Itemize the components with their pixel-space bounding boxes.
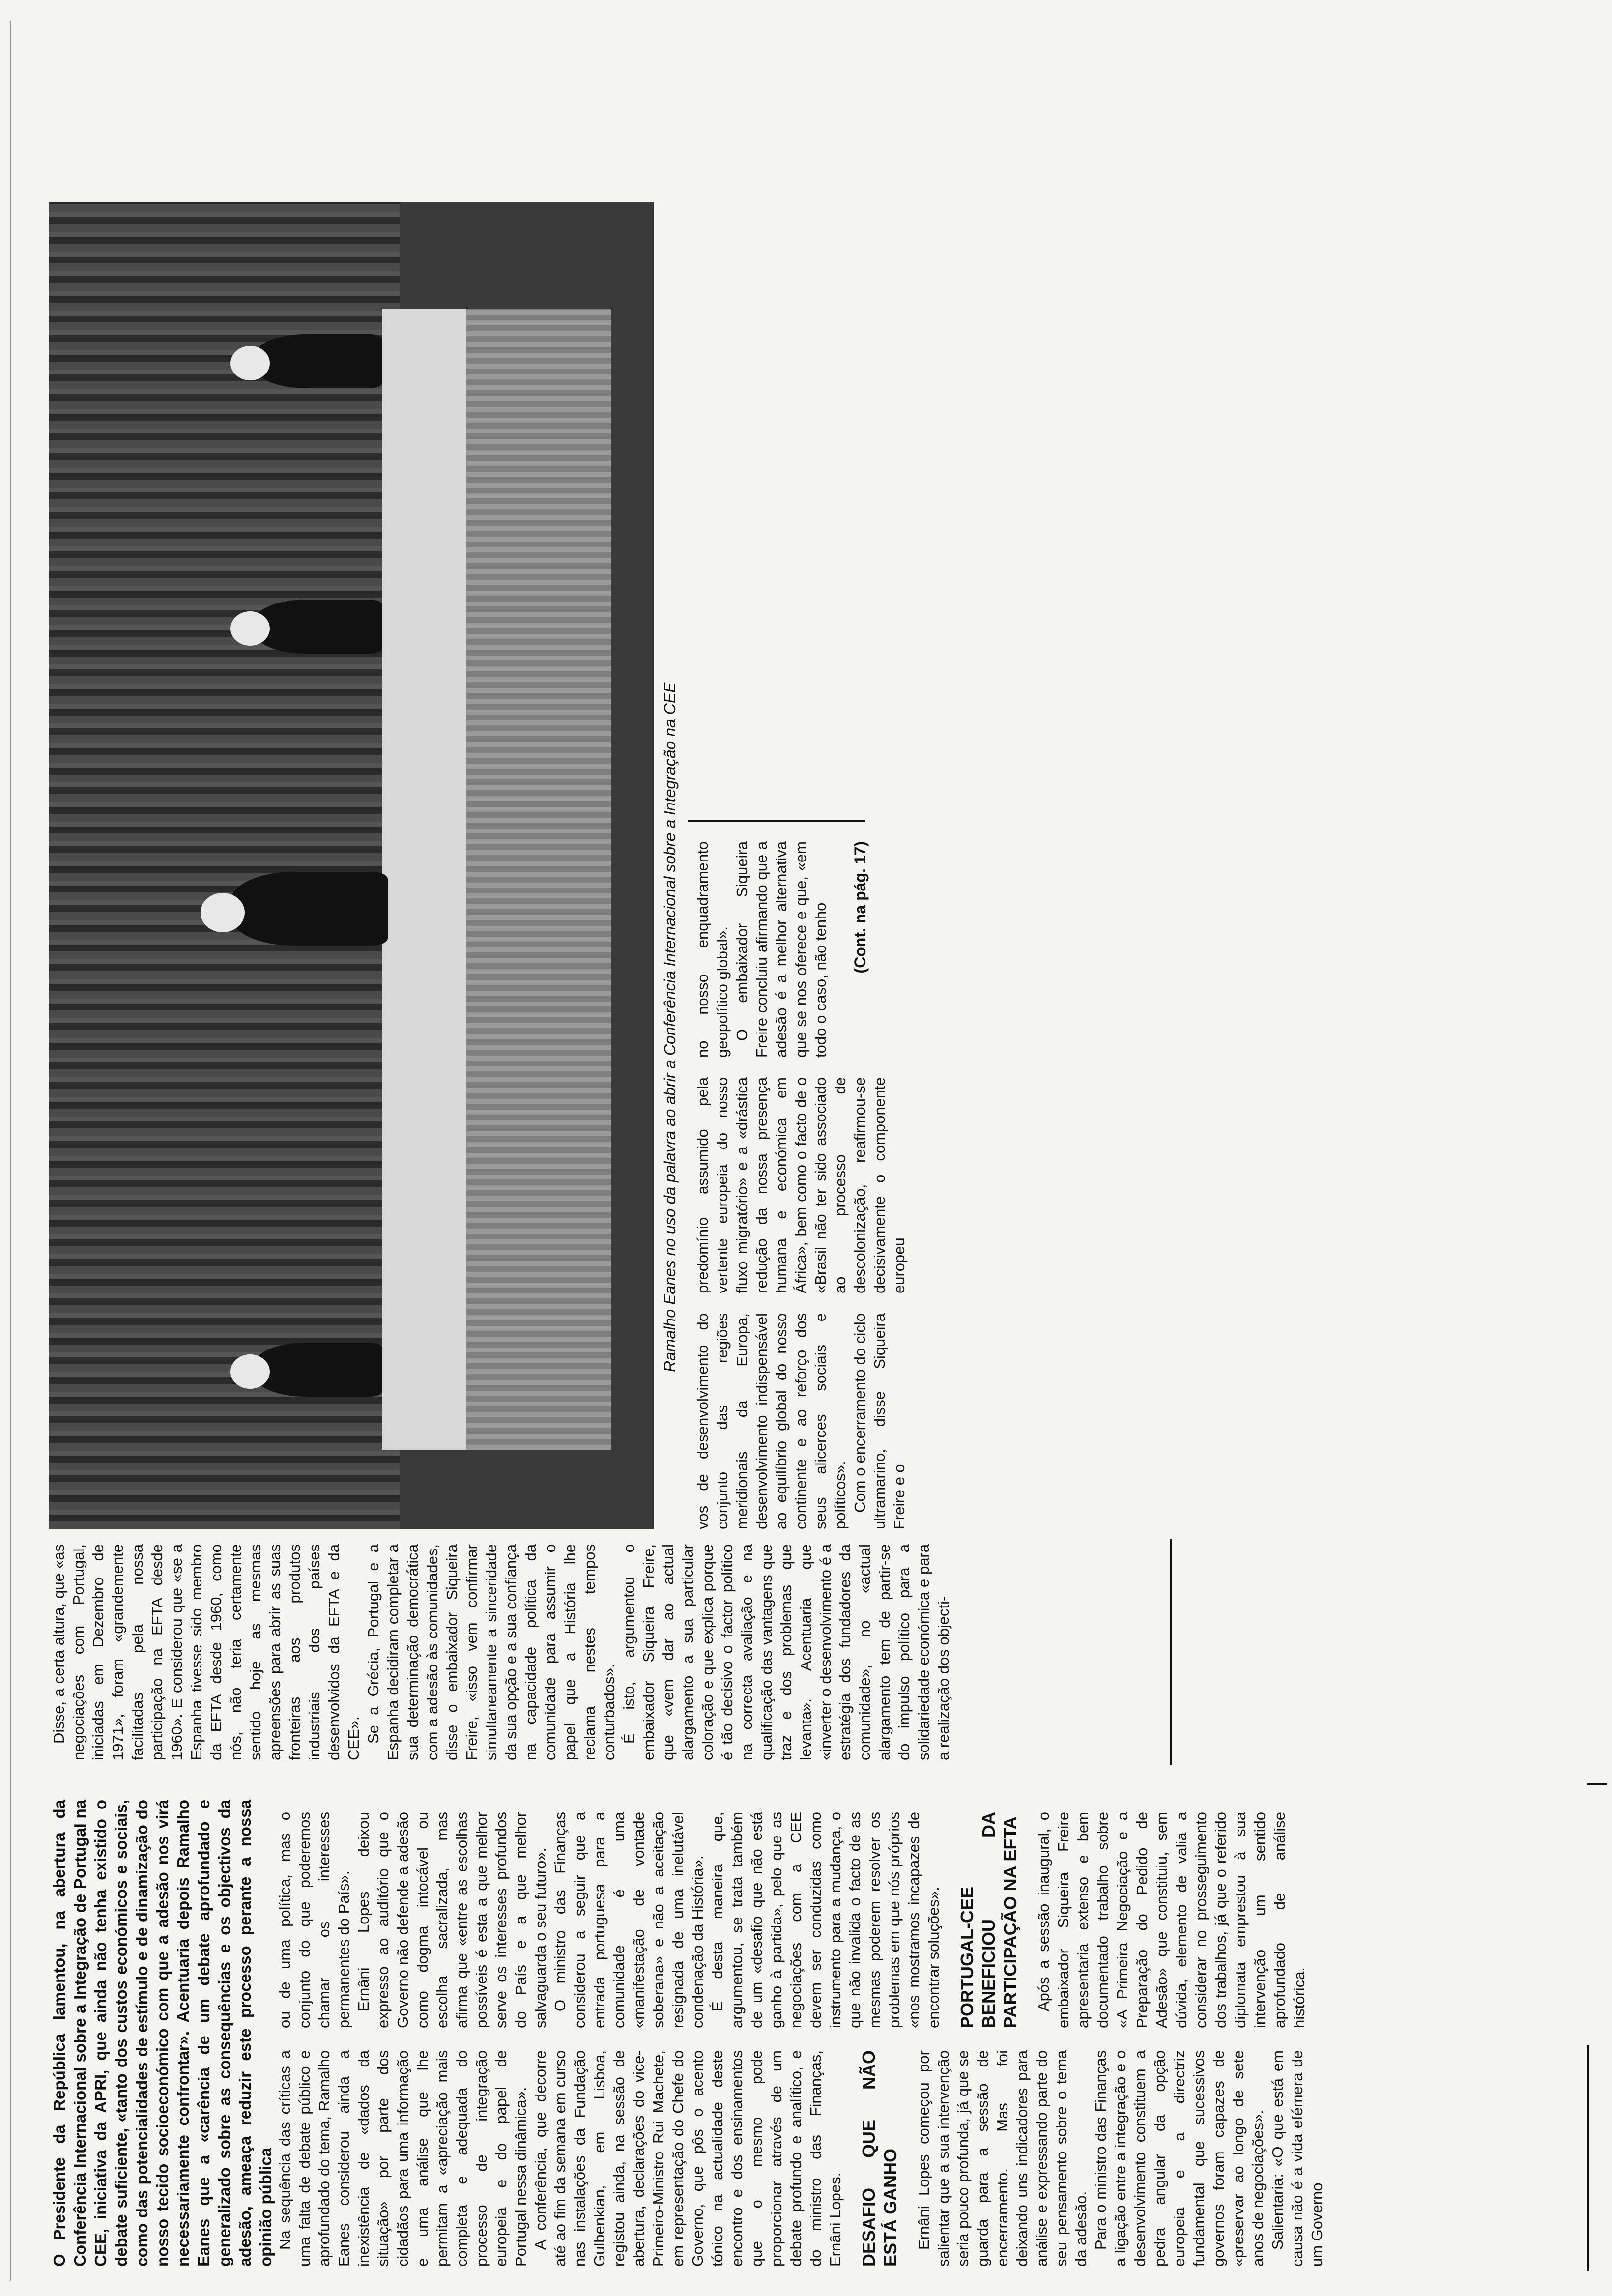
photo-table	[382, 309, 466, 1450]
paragraph: Disse, a certa altura, que «as negociações com Portugal, iniciadas em Dezembro de 1971», foram «grandemente facilitadas pela nossa participação na EFTA desde 1960». E considerou que «se a Espanha tivesse sido membro da EFTA desde 1960, como nós, não teria certamente sentido hoje as mesmas apreensões para abrir as suas fronteiras aos produtos industriais dos países desenvolvidos da EFTA e da CEE».	[50, 1544, 362, 1760]
paragraph: É isto, argumentou o embaixador Siqueira Freire, que «vem dar ao actual alargamento a sua particular coloração e que explica porque é tão decisivo o factor político na correcta avaliação e na qualificação das vantagens que traz e dos problemas que levanta». Acentuaria que «inverter o desenvolvimento é a estratégia dos fundadores da comunidade», no «actual alargamento tem de partir-se do impulso político para a solidariedade económica e para a realização dos objecti-	[620, 1544, 952, 1760]
paragraph: A conferência, que decorre até ao fim da semana em curso nas instalações da Fundação Gulbenkian, em Lisboa, registou ainda, na sessão de abertura, declarações do vice-Primeiro-Ministro Rui Machete, em representação do Chefe do Governo, que pôs o acento tónico na actualidade deste encontro e dos ensinamentos que o mesmo pode proporcionar através de um debate profundo e analítico, e do ministro das Finanças, Ernâni Lopes.	[532, 2050, 844, 2267]
article-column-4	[693, 1313, 909, 1529]
paragraph: Para o ministro das Finanças a ligação entre a integração e o desenvolvimento constituem a pedra angular da opção europeia e a directriz fundamental que sucessivos governos foram capazes de «preservar ao longo de sete anos de negociações».	[1092, 2050, 1267, 2267]
photo-figure	[255, 334, 382, 388]
paragraph: vos de desenvolvimento do conjunto das regiões meridionais da Europa, desenvolvimento indispensável ao equilíbrio global do nosso continente e ao reforço dos seus alicerces sociais e políticos».	[694, 1313, 849, 1529]
photo-figure	[230, 872, 388, 946]
photo-curtain	[49, 202, 400, 1529]
paragraph: Na sequência das críticas a uma falta de debate público e aprofundado do tema, Ramalho Eanes considerou ainda a inexistência de «dados da situação» por parte dos cidadãos para uma informação e uma análise que lhe permitam a «apreciação mais completa e adequada do processo de integração europeia e do papel de Portugal nessa dinâmica».	[276, 2050, 529, 2267]
paragraph: Salientaria: «O que está em causa não é a vida efémera de um Governo	[1269, 2050, 1325, 2267]
paragraph: O ministro das Finanças considerou a seguir que a entrada portuguesa para a comunidade é uma «manifestação de vontade soberana» e não a aceitação resignada de uma inelutável condenação da História».	[551, 1812, 706, 2028]
article-column-1	[275, 2050, 1327, 2267]
paragraph: Ernâni Lopes começou por salientar que a sua intervenção seria pouco profunda, já que se guarda para a sessão de encerramento. Mas foi deixando uns indicadores para análise e expressando parte do seu pensamento sobre o tema da adesão.	[915, 2050, 1090, 2267]
paragraph: no nosso enquadramento geopolítico global».	[694, 841, 731, 1058]
paragraph: ou de uma política, mas o conjunto do que poderemos chamar os interesses permanentes do País».	[276, 1812, 352, 2028]
photo-caption: Ramalho Eanes no uso da palavra ao abrir a Conferência Internacional sobre a Integração na CEE	[661, 682, 679, 1372]
paragraph: Após a sessão inaugural, o embaixador Siqueira Freire apresentaria extenso e bem documentado trabalho sobre «A Primeira Negociação e a Preparação do Pedido de Adesão» que constituiu, sem dúvida, elemento de valia a considerar no prosseguimento dos trabalhos, já que o referido diplomata emprestou à sua intervenção um sentido aprofundado de análise histórica.	[1035, 1812, 1308, 2028]
lead-paragraph: O Presidente da República lamentou, na abertura da Conferência Internacional sobre a Integração de Portugal na CEE, iniciativa da APRI, que ainda não tenha existido o debate suficiente, «tanto dos custos económicos e sociais, como das potencialidades de estímulo e de dinamização do nosso tecido socioeconómico com que a adesão nos virá necessariamente confrontar». Acentuaria depois Ramalho Eanes que a «carência de um debate aprofundado e generalizado sobre as consequências e os objectivos da adesão, ameaça reduzir este processo perante a nossa opinião pública	[50, 1800, 275, 2267]
section-heading: PORTUGAL-CEE BENEFICIOU DA PARTICIPAÇÃO NA EFTA	[957, 1812, 1020, 2028]
column-rule	[688, 820, 865, 822]
article-column-3	[49, 1544, 953, 1760]
continued-label: (Cont. na pág. 17)	[851, 841, 869, 974]
section-heading: DESAFIO QUE NÃO ESTÁ GANHO	[859, 2050, 900, 2267]
column-rule	[1170, 1539, 1172, 1765]
column-rule	[1587, 2045, 1589, 2271]
article-column-2	[275, 1812, 1309, 2028]
photo-tablecloth	[466, 309, 611, 1450]
conference-photo	[49, 202, 654, 1529]
top-rule	[10, 21, 11, 2281]
article-column-5	[693, 1077, 909, 1293]
paragraph: É desta maneira que, argumentou, se trata também de um «desafio que não está ganho à partida», pelo que as negociações com a CEE devem ser conduzidas como instrumento para a mudança, o que não invalida o facto de as mesmas poderem resolver os problemas em que nós próprios «nos mostramos incapazes de encontrar soluções».	[709, 1812, 942, 2028]
photo-figure-head	[230, 611, 270, 646]
column-rule	[1587, 1783, 1607, 1785]
paragraph: Ernâni Lopes deixou expresso ao auditório que o Governo não defende a adesão como dogma intocável ou escolha sacralizada, mas afirma que «entre as escolhas possíveis é esta a que melhor serve os interesses profundos do País e a que melhor salvaguarda o seu futuro».	[355, 1812, 549, 2028]
paragraph: Se a Grécia, Portugal e a Espanha decidiram completar a sua determinação democrática com a adesão às comunidades, disse o embaixador Siqueira Freire, «isso vem confirmar simultaneamente a sinceridade da sua opção e a sua confiança na capacidade política da comunidade para assumir o papel que a História lhe reclama nestes tempos conturbados».	[365, 1544, 618, 1760]
photo-figure-head	[230, 1354, 270, 1389]
paragraph: Com o encerramento do ciclo ultramarino, disse Siqueira Freire e o	[851, 1313, 908, 1529]
photo-figure	[255, 600, 382, 654]
paragraph: predomínio assumido pela vertente europeia do nosso fluxo migratório» e a «drástica redução da nossa presença humana e económica em África», bem como o facto de o «Brasil não ter sido associado ao processo de descolonização, reafirmou-se decisivamente o componente europeu	[694, 1077, 908, 1293]
article-column-6	[693, 841, 870, 1058]
photo-figure-head	[230, 346, 270, 380]
photo-figure	[255, 1343, 382, 1397]
photo-figure-head	[201, 893, 245, 932]
article-lead	[49, 1800, 276, 2267]
paragraph: O embaixador Siqueira Freire concluiu afirmando que a adesão é a melhor alternativa que se nos oferece e que, «em todo o caso, não tenho	[733, 841, 829, 1058]
